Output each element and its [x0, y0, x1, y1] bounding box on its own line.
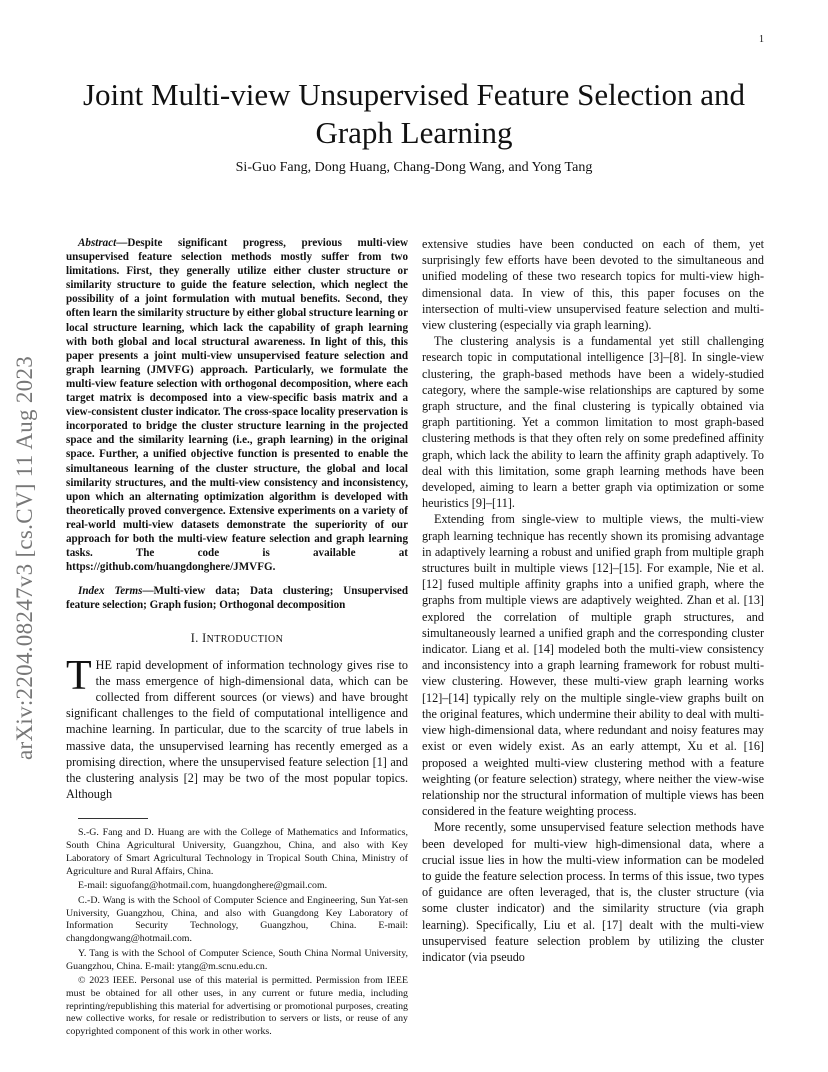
footnote-copyright: © 2023 IEEE. Personal use of this material is permitted. Permission from IEEE must be obtained for all other uses, in any current or future media, including reprinting/republishing this material for advertising or promotional purposes, creating new collective works, for resale or redistribution to servers or lists, or reuse of any copyrighted component of this work in other works. [66, 975, 408, 1038]
intro-paragraph [66, 652, 408, 803]
body-paragraph: The clustering analysis is a fundamental yet still challenging research topic in computational intelligence [3]–[8]. In single-view clustering, the graph-based methods have been a widely-studied category, where the sample-wise relationships are captured by some graph structure, and the final clustering is typically obtained via graph partitioning. Yet a common limitation to most graph-based clustering methods is that they often rely on some predefined affinity graph, which lack the ability to learn the affinity graph adaptively. To deal with this limitation, some graph learning methods have been developed, aiming to learn a better graph via optimization or some heuristics [9]–[11]. [422, 334, 764, 511]
footnote-affiliation-fang-huang: S.-G. Fang and D. Huang are with the College of Mathematics and Informatics, South China Agricultural University, Guangzhou, China, and also with Key Laboratory of Smart Agricultural Technology in Tropical South China, Ministry of Agriculture and Rural Affairs, China. [66, 827, 408, 877]
footnote-affiliation-wang: C.-D. Wang is with the School of Computer Science and Engineering, Sun Yat-sen University, Guangzhou, China, and also with Guangdong Key Laboratory of Information Security Technology, Guangzhou, China. E-mail: changdongwang@hotmail.com. [66, 894, 408, 945]
paper-title: Joint Multi-view Unsupervised Feature Selection and Graph Learning [82, 77, 746, 150]
body-paragraph: Extending from single-view to multiple views, the multi-view graph learning technique has recently shown its promising advantage in adaptively learning a robust and unified graph from multiple graph structures built in multiple views [12]–[15]. For example, Nie et al. [12] fused multiple affinity graphs into a unified graph, where the graphs from multiple views are adaptively weighted. Zhan et al. [13] explored the correlation of multiple graph structures, and simultaneously learned a unified graph and the corresponding cluster indicator. Liang et al. [14] modeled both the multi-view consistency and inconsistency into a graph learning framework for robust multi-view clustering. However, these multi-view graph learning works [12]–[14] typically rely on the multiple single-view graphs built on the original features, which undermine their ability to deal with multi-view high-dimensional data, where redundant and noisy features may exist or even widely exist. As an early attempt, Xu et al. [16] proposed a weighted multi-view clustering method with a feature weighting (or feature selection) strategy, where neither the view-wise relationship nor the structural information of multiple views has been considered in the feature weighting process. [422, 512, 764, 819]
footnotes [66, 827, 408, 1038]
arxiv-identifier: arXiv:2204.08247v3 [cs.CV] 11 Aug 2023 [12, 355, 37, 760]
index-terms [66, 584, 408, 612]
footnote-email-fang-huang: E-mail: siguofang@hotmail.com, huangdonghere@gmail.com. [78, 880, 328, 892]
left-column [66, 236, 408, 1041]
drop-cap: T [66, 652, 92, 699]
section-title-rest: NTRODUCTION [206, 634, 284, 646]
abstract-text: —Despite significant progress, previous multi-view unsupervised feature selection methods mostly suffer from two limitations. First, they generally utilize either cluster structure or similarity structure to guide the feature selection, which neglect the possibility of a joint formulation with mutual benefits. Second, they often learn the similarity structure by either global structure learning or local structure learning, which lack the capability of graph learning with both global and local structural awareness. In light of this, this paper presents a joint multi-view unsupervised feature selection and graph learning (JMVFG) approach. Particularly, we formulate the multi-view feature selection with orthogonal decomposition, where each target matrix is decomposed into a view-specific basis matrix and a view-consistent cluster indicator. The cross-space locality preservation is incorporated to bridge the cluster structure learning in the projected space and the similarity learning (i.e., graph learning) in the original space. Further, a unified objective function is presented to enable the simultaneous learning of the cluster structure, the global and local similarity structures, and the multi-view consistency and inconsistency, upon which an alternating optimization algorithm is developed with theoretically proved convergence. Extensive experiments on a variety of real-world multi-view datasets demonstrate the superiority of our approach for both the multi-view feature selection and graph learning tasks. The code is available at https://github.com/huangdonghere/JMVFG. [66, 237, 409, 574]
footnote-divider [78, 818, 148, 819]
page-number: 1 [759, 34, 764, 45]
section-heading-introduction [66, 630, 408, 648]
index-terms-lead: Index Terms [78, 585, 143, 598]
intro-text: HE rapid development of information technology gives rise to the mass emergence of high-dimensional data, which can be collected from different sources (or views) and have brought significant challenges to the field of computational intelligence and machine learning. In particular, due to the scarcity of true labels in massive data, the unsupervised learning has recently emerged as a promising direction, where the unsupervised feature selection [1] and the clustering analysis [2] may be two of the most popular topics. Although [66, 657, 408, 802]
author-list: Si-Guo Fang, Dong Huang, Chang-Dong Wang, and Yong Tang [235, 160, 593, 175]
abstract [66, 236, 408, 574]
section-number: I. [190, 631, 203, 646]
body-paragraph: extensive studies have been conducted on each of them, yet surprisingly few efforts have been devoted to the simultaneous and unified modeling of these two research topics for multi-view high-dimensional data. In view of this, this paper focuses on the intersection of multi-view unsupervised feature selection and multi-view clustering (especially via graph learning). [422, 237, 764, 333]
right-column [422, 236, 764, 965]
body-paragraph: More recently, some unsupervised feature selection methods have been developed for multi-view high-dimensional data, where a crucial issue lies in how the multi-view information can be modeled to guide the feature selection process. In terms of this issue, two types of guidance are often leveraged, that is, the cluster structure (via some cluster indicator) and the similarity structure (via graph learning). Specifically, Liu et al. [17] dealt with the multi-view unsupervised feature selection problem by utilizing the cluster indicator (via pseudo [422, 820, 764, 964]
footnote-affiliation-tang: Y. Tang is with the School of Computer Science, South China Normal University, Guangzhou, China. E-mail: ytang@m.scnu.edu.cn. [66, 947, 408, 972]
section-title-first: I [202, 631, 207, 646]
index-terms-text: —Multi-view data; Data clustering; Unsupervised feature selection; Graph fusion; Orthogonal decomposition [66, 585, 408, 612]
abstract-lead: Abstract [78, 237, 117, 249]
